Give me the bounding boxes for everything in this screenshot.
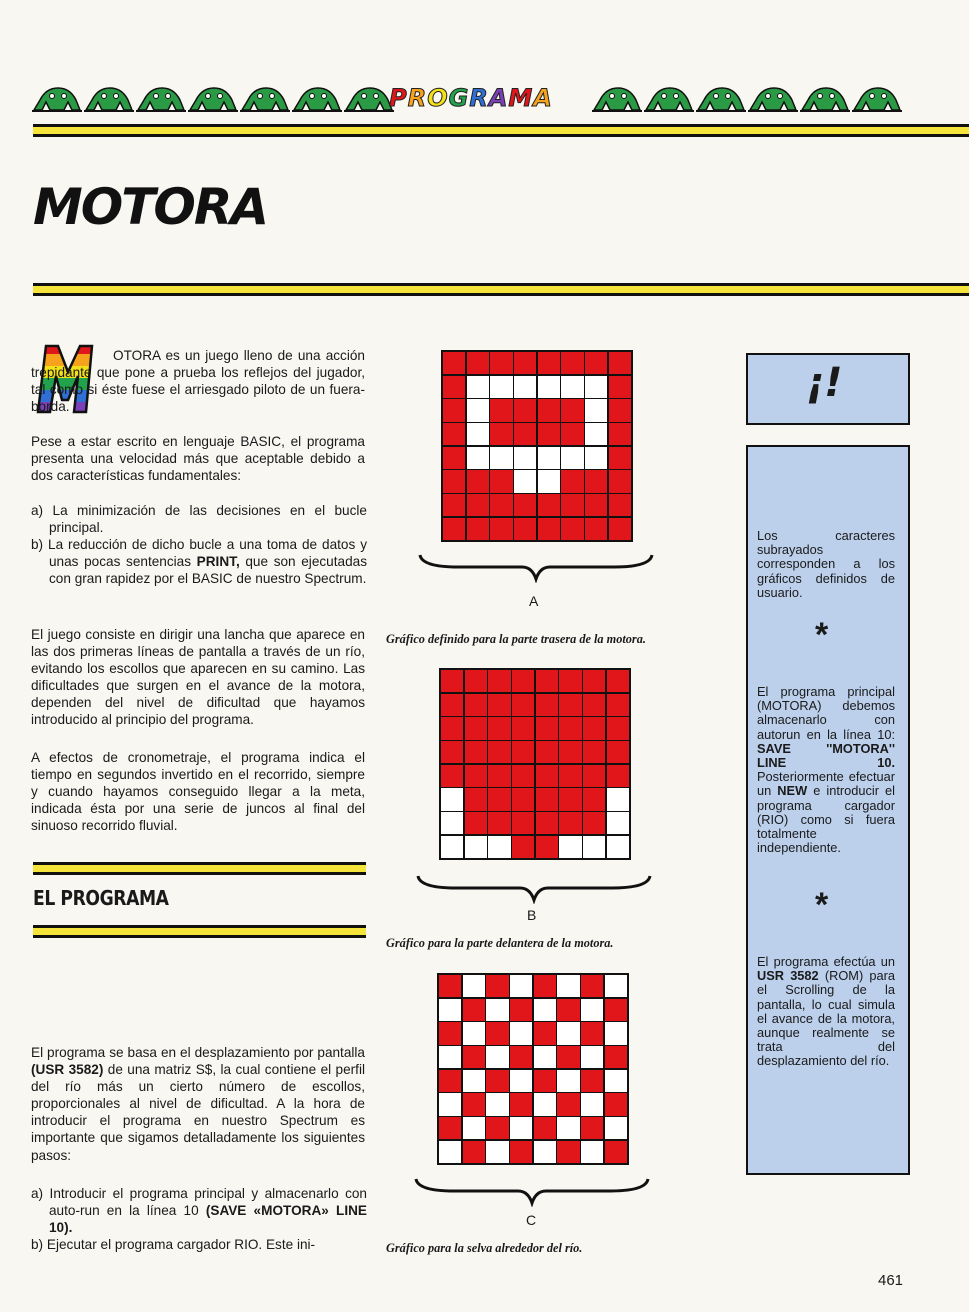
grid-cell: [512, 788, 534, 810]
grid-cell: [605, 999, 627, 1021]
grid-cell: [510, 1046, 532, 1068]
grid-cell: [559, 836, 581, 858]
grid-cell: [512, 670, 534, 692]
grid-cell: [536, 812, 558, 834]
grid-cell: [488, 812, 510, 834]
intro-paragraph-4: A efectos de cronometraje, el programa indica el tiempo en segundos invertido en el recorrido, siempre y cuando hayamos conseguido llegar a la meta, indicada ésta por una serie de juncos al final del sinuoso recorrido fluvial.: [31, 750, 365, 834]
grid-cell: [557, 999, 579, 1021]
grid-cell: [512, 694, 534, 716]
grid-cell: [490, 423, 512, 445]
grid-cell: [609, 470, 631, 492]
grid-cell: [441, 741, 463, 763]
grid-cell: [607, 717, 629, 739]
grid-cell: [441, 717, 463, 739]
grid-cell: [439, 1022, 461, 1044]
list-item: a) La minimización de las decisiones en el bucle principal.: [31, 503, 367, 536]
grid-cell: [607, 694, 629, 716]
grid-cell: [605, 1022, 627, 1044]
grid-cell: [488, 765, 510, 787]
grid-cell: [465, 717, 487, 739]
grid-cell: [536, 670, 558, 692]
grid-cell: [534, 1022, 556, 1044]
grid-cell: [607, 670, 629, 692]
grid-cell: [514, 399, 536, 421]
title-rule-yellow: [33, 286, 969, 293]
grid-cell: [488, 836, 510, 858]
intro-list: [31, 502, 367, 587]
grid-cell: [465, 836, 487, 858]
section-label: PROGRAMA: [389, 84, 553, 112]
grid-cell: [538, 518, 560, 540]
grid-cell: [514, 423, 536, 445]
grid-cell: [557, 1093, 579, 1115]
grid-cell: [609, 518, 631, 540]
char-grid-a: [441, 350, 633, 542]
char-grid-c: [437, 973, 629, 1165]
figure-label-b: B: [527, 907, 537, 923]
frog-motif-icon: [188, 82, 238, 112]
grid-cell: [510, 1022, 532, 1044]
grid-cell: [488, 670, 510, 692]
grid-cell: [536, 836, 558, 858]
grid-cell: [463, 1022, 485, 1044]
grid-cell: [465, 812, 487, 834]
grid-cell: [561, 447, 583, 469]
grid-cell: [512, 836, 534, 858]
grid-cell: [465, 694, 487, 716]
grid-cell: [534, 1117, 556, 1139]
grid-cell: [561, 399, 583, 421]
grid-cell: [583, 741, 605, 763]
title-rule-bottom: [33, 293, 969, 296]
grid-cell: [534, 975, 556, 997]
grid-cell: [510, 999, 532, 1021]
section-rule-bottom-yellow: [33, 928, 366, 935]
list-item: b) Ejecutar el programa cargador RIO. Este ini-: [31, 1237, 316, 1253]
grid-cell: [486, 1141, 508, 1163]
grid-cell: [467, 518, 489, 540]
grid-cell: [607, 765, 629, 787]
grid-cell: [581, 1141, 603, 1163]
grid-cell: [490, 399, 512, 421]
grid-cell: [486, 999, 508, 1021]
grid-cell: [465, 670, 487, 692]
list-item: a) Introducir el programa principal y almacenarlo con auto-run en la línea 10 (SAVE «MOTORA» LINE 10).: [31, 1186, 367, 1236]
grid-cell: [443, 447, 465, 469]
grid-cell: [512, 812, 534, 834]
brace-a: [418, 553, 654, 583]
frog-motif-icon: [292, 82, 342, 112]
figure-caption-b: Gráfico para la parte delantera de la motora.: [386, 936, 614, 950]
grid-cell: [490, 518, 512, 540]
grid-cell: [463, 999, 485, 1021]
program-steps: [31, 1185, 367, 1253]
grid-cell: [585, 399, 607, 421]
grid-cell: [581, 1117, 603, 1139]
grid-cell: [486, 975, 508, 997]
grid-cell: [538, 494, 560, 516]
grid-cell: [441, 670, 463, 692]
grid-cell: [510, 975, 532, 997]
program-paragraph: El programa se basa en el desplazamiento por pantalla (USR 3582) de una matriz S$, la cual contiene el perfil del río más un cierto número de escollos, proporcionales al nivel de dificultad. A la hora de introducir el programa en nuestro Spectrum es importante que sigamos detalladamente los siguientes pasos:: [31, 1045, 365, 1163]
grid-cell: [557, 975, 579, 997]
grid-cell: [605, 975, 627, 997]
grid-cell: [441, 765, 463, 787]
brace-c: [414, 1177, 650, 1207]
grid-cell: [534, 999, 556, 1021]
grid-cell: [559, 812, 581, 834]
grid-cell: [557, 1022, 579, 1044]
grid-cell: [585, 470, 607, 492]
grid-cell: [439, 1117, 461, 1139]
grid-cell: [534, 1093, 556, 1115]
grid-cell: [488, 717, 510, 739]
grid-cell: [609, 376, 631, 398]
grid-cell: [534, 1070, 556, 1092]
grid-cell: [583, 670, 605, 692]
frog-motif-icon: [240, 82, 290, 112]
grid-cell: [514, 494, 536, 516]
grid-cell: [514, 352, 536, 374]
grid-cell: [557, 1117, 579, 1139]
grid-cell: [510, 1093, 532, 1115]
grid-cell: [609, 447, 631, 469]
grid-cell: [585, 494, 607, 516]
grid-cell: [439, 999, 461, 1021]
grid-cell: [441, 788, 463, 810]
grid-cell: [536, 788, 558, 810]
header-decoration-right: [592, 82, 902, 114]
header-rule-yellow: [33, 127, 969, 134]
grid-cell: [465, 741, 487, 763]
grid-cell: [465, 788, 487, 810]
figure-label-c: C: [526, 1212, 537, 1228]
grid-cell: [463, 1117, 485, 1139]
grid-cell: [439, 1046, 461, 1068]
figure-label-a: A: [529, 593, 539, 609]
grid-cell: [581, 1022, 603, 1044]
grid-cell: [534, 1046, 556, 1068]
grid-cell: [441, 836, 463, 858]
grid-cell: [605, 1070, 627, 1092]
sidebar-note-2: El programa principal (MOTORA) debemos almacenarlo con autorun en la línea 10: SAVE ''MOTORA'' LINE 10. Posteriormente efectuar un NEW e introducir el programa cargador (RIO) como si fuera totalmente independiente.: [757, 684, 896, 856]
grid-cell: [439, 975, 461, 997]
grid-cell: [488, 694, 510, 716]
grid-cell: [583, 717, 605, 739]
grid-cell: [538, 399, 560, 421]
grid-cell: [488, 788, 510, 810]
grid-cell: [486, 1093, 508, 1115]
grid-cell: [467, 352, 489, 374]
grid-cell: [559, 694, 581, 716]
grid-cell: [512, 741, 534, 763]
page-number: 461: [878, 1272, 904, 1289]
grid-cell: [441, 812, 463, 834]
sidebar-note-3: El programa efectúa un USR 3582 (ROM) para el Scrolling de la pantalla, lo cual simula el avance de la motora, aunque realmente se trata del desplazamiento del río.: [757, 954, 896, 1069]
grid-cell: [486, 1117, 508, 1139]
grid-cell: [581, 975, 603, 997]
grid-cell: [583, 765, 605, 787]
grid-cell: [605, 1046, 627, 1068]
grid-cell: [607, 836, 629, 858]
grid-cell: [609, 494, 631, 516]
grid-cell: [443, 352, 465, 374]
grid-cell: [559, 717, 581, 739]
list-item: b) La reducción de dicho bucle a una toma de datos y unas pocas sentencias PRINT, que son ejecutadas con gran rapidez por el BASIC de nuestro Spectrum.: [31, 537, 368, 587]
grid-cell: [465, 765, 487, 787]
frog-motif-icon: [32, 82, 82, 112]
grid-cell: [559, 788, 581, 810]
grid-cell: [581, 1093, 603, 1115]
grid-cell: [585, 447, 607, 469]
grid-cell: [557, 1046, 579, 1068]
grid-cell: [467, 470, 489, 492]
char-grid-b: [439, 668, 631, 860]
intro-lead: OTORA es un juego lleno de una acción trepidante que pone a prueba los reflejos del jugador, tal como si éste fuese el arriesgado piloto de un fuera-borda.: [31, 348, 365, 415]
grid-cell: [467, 376, 489, 398]
grid-cell: [538, 470, 560, 492]
grid-cell: [607, 812, 629, 834]
grid-cell: [536, 741, 558, 763]
grid-cell: [443, 399, 465, 421]
grid-cell: [467, 494, 489, 516]
grid-cell: [490, 447, 512, 469]
frog-motif-icon: [800, 82, 850, 112]
header-decoration-left: [32, 82, 394, 114]
grid-cell: [559, 670, 581, 692]
grid-cell: [443, 518, 465, 540]
header-rule-bottom: [33, 134, 969, 137]
grid-cell: [439, 1093, 461, 1115]
intro-paragraph-2: Pese a estar escrito en lenguaje BASIC, el programa presenta una velocidad más que aceptable debido a dos características fundamentales:: [31, 434, 365, 484]
grid-cell: [486, 1070, 508, 1092]
frog-motif-icon: [592, 82, 642, 112]
grid-cell: [538, 447, 560, 469]
grid-cell: [514, 376, 536, 398]
grid-cell: [490, 352, 512, 374]
sidebar-exclaim: ¡!: [806, 360, 843, 406]
grid-cell: [561, 352, 583, 374]
grid-cell: [536, 694, 558, 716]
grid-cell: [536, 717, 558, 739]
grid-cell: [514, 470, 536, 492]
grid-cell: [559, 765, 581, 787]
grid-cell: [488, 741, 510, 763]
grid-cell: [463, 1141, 485, 1163]
grid-cell: [490, 376, 512, 398]
brace-b: [416, 874, 652, 904]
grid-cell: [561, 494, 583, 516]
grid-cell: [443, 494, 465, 516]
grid-cell: [585, 376, 607, 398]
frog-motif-icon: [84, 82, 134, 112]
grid-cell: [607, 741, 629, 763]
page-title: MOTORA: [33, 178, 268, 236]
frog-motif-icon: [696, 82, 746, 112]
grid-cell: [559, 741, 581, 763]
section-rule-bottom-bottom: [33, 935, 366, 938]
grid-cell: [585, 352, 607, 374]
grid-cell: [490, 494, 512, 516]
grid-cell: [609, 399, 631, 421]
intro-paragraph-3: El juego consiste en dirigir una lancha que aparece en las dos primeras líneas de pantalla a través de un río, evitando los escollos que aparecen en su camino. Las dificultades que surgen en el avance de la motora, dependen del nivel de dificultad que hayamos introducido al principio del programa.: [31, 627, 365, 728]
grid-cell: [581, 999, 603, 1021]
grid-cell: [585, 518, 607, 540]
grid-cell: [514, 447, 536, 469]
grid-cell: [467, 423, 489, 445]
grid-cell: [607, 788, 629, 810]
grid-cell: [581, 1046, 603, 1068]
grid-cell: [486, 1046, 508, 1068]
grid-cell: [561, 376, 583, 398]
grid-cell: [605, 1141, 627, 1163]
grid-cell: [439, 1070, 461, 1092]
grid-cell: [443, 423, 465, 445]
grid-cell: [609, 423, 631, 445]
grid-cell: [583, 812, 605, 834]
grid-cell: [585, 423, 607, 445]
grid-cell: [512, 717, 534, 739]
grid-cell: [443, 376, 465, 398]
sidebar-star-2: *: [815, 886, 829, 924]
grid-cell: [514, 518, 536, 540]
sidebar-star-1: *: [815, 616, 829, 654]
section-heading: EL PROGRAMA: [33, 886, 169, 910]
grid-cell: [609, 352, 631, 374]
sidebar-note-1: Los caracteres subrayados corresponden a los gráficos definidos de usuario.: [757, 528, 895, 600]
section-rule-top-bottom: [33, 872, 366, 875]
figure-caption-a: Gráfico definido para la parte trasera de la motora.: [386, 632, 646, 646]
grid-cell: [510, 1117, 532, 1139]
grid-cell: [581, 1070, 603, 1092]
grid-cell: [583, 694, 605, 716]
grid-cell: [534, 1141, 556, 1163]
grid-cell: [467, 447, 489, 469]
grid-cell: [467, 399, 489, 421]
grid-cell: [557, 1141, 579, 1163]
frog-motif-icon: [644, 82, 694, 112]
grid-cell: [510, 1141, 532, 1163]
grid-cell: [605, 1117, 627, 1139]
grid-cell: [439, 1141, 461, 1163]
grid-cell: [463, 1070, 485, 1092]
grid-cell: [538, 376, 560, 398]
section-rule-top-yellow: [33, 865, 366, 872]
grid-cell: [443, 470, 465, 492]
grid-cell: [557, 1070, 579, 1092]
grid-cell: [561, 423, 583, 445]
grid-cell: [512, 765, 534, 787]
grid-cell: [538, 352, 560, 374]
grid-cell: [583, 788, 605, 810]
grid-cell: [583, 836, 605, 858]
grid-cell: [490, 470, 512, 492]
grid-cell: [463, 975, 485, 997]
grid-cell: [463, 1046, 485, 1068]
frog-motif-icon: [748, 82, 798, 112]
grid-cell: [486, 1022, 508, 1044]
grid-cell: [538, 423, 560, 445]
grid-cell: [561, 470, 583, 492]
grid-cell: [536, 765, 558, 787]
grid-cell: [510, 1070, 532, 1092]
grid-cell: [463, 1093, 485, 1115]
figure-caption-c: Gráfico para la selva alrededor del río.: [386, 1241, 583, 1255]
grid-cell: [561, 518, 583, 540]
grid-cell: [605, 1093, 627, 1115]
frog-motif-icon: [852, 82, 902, 112]
frog-motif-icon: [136, 82, 186, 112]
grid-cell: [441, 694, 463, 716]
